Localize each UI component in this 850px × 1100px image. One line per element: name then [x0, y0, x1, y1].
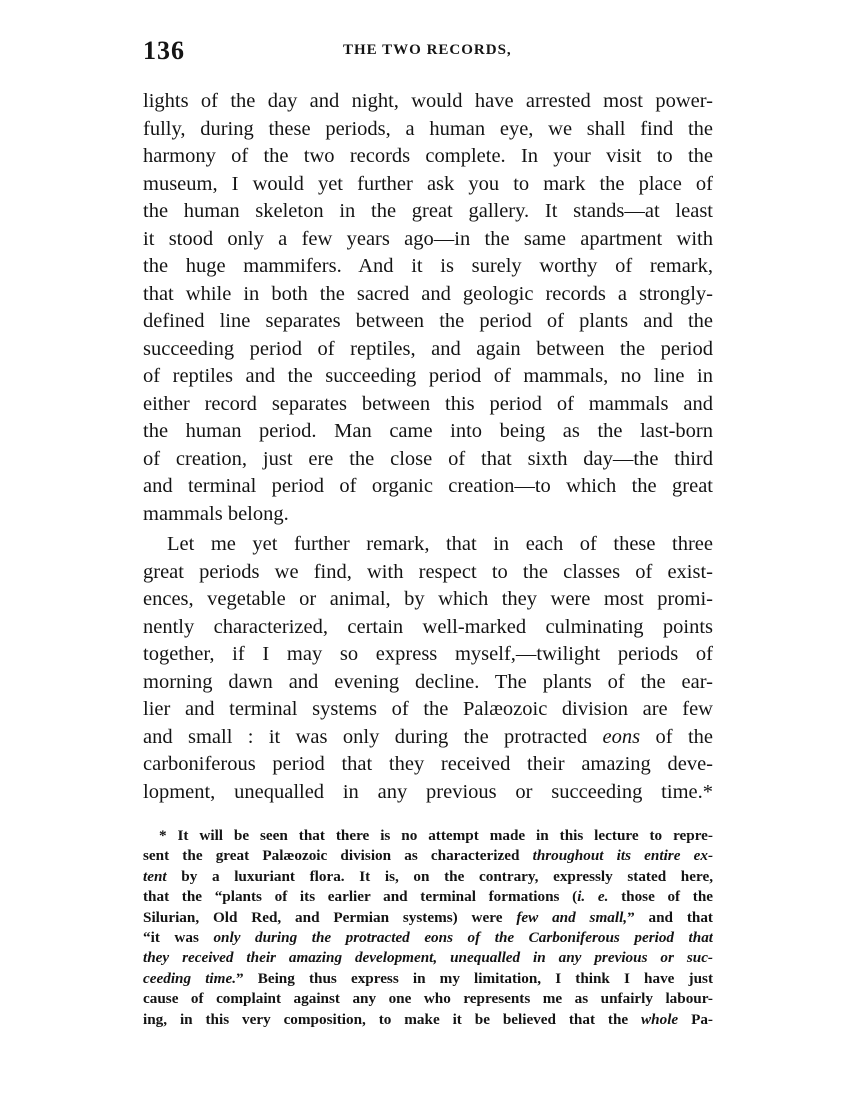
text-line: ences, vegetable or animal, by which they were most promi- — [143, 588, 713, 610]
text-line: Let me yet further remark, that in each of these three — [167, 533, 713, 555]
paragraph-2 — [143, 531, 713, 806]
text-line: harmony of the two records complete. In your visit to the — [143, 145, 713, 167]
text-line: nently characterized, certain well-marked culminating points — [143, 615, 713, 638]
text-segment: that the “plants of its earlier and terminal formations ( — [143, 888, 578, 906]
text-segment: and small : it was only during the protracted — [143, 725, 588, 748]
text-line — [143, 724, 713, 752]
text-line: morning dawn and evening decline. The plants of the ear- — [143, 670, 713, 693]
text-line: museum, I would yet further ask you to mark the place of — [143, 172, 713, 195]
text-line: either record separates between this period of mammals and — [143, 392, 713, 415]
text-segment: Pa- — [691, 1010, 713, 1028]
footnote-line — [143, 867, 713, 887]
text-line: defined line separates between the period of plants and the — [143, 310, 713, 332]
text-line: lier and terminal systems of the Palæozoic division are few — [143, 698, 713, 720]
italic-text: throughout its entire ex- — [532, 847, 713, 865]
text-line: mammals belong. — [143, 502, 289, 525]
page-header — [143, 36, 713, 66]
body-text — [143, 88, 713, 806]
footnote-line: they received their amazing development, unequalled in any previous or suc- — [143, 949, 713, 967]
footnote-line: cause of complaint against any one who represents me as unfairly labour- — [143, 990, 713, 1008]
text-line: fully, during these periods, a human eye, we shall find the — [143, 117, 713, 140]
text-line: great periods we find, with respect to the classes of exist- — [143, 560, 713, 583]
text-segment: ” Being thus express in my limitation, I think I have just — [236, 969, 713, 987]
text-line: lopment, unequalled in any previous or succeeding time.* — [143, 780, 713, 803]
text-line: of reptiles and the succeeding period of mammals, no line in — [143, 365, 713, 387]
text-segment: of the — [655, 725, 713, 748]
text-line: lights of the day and night, would have arrested most power- — [143, 90, 713, 112]
italic-text: whole — [641, 1010, 679, 1028]
text-line: together, if I may so express myself,—twilight periods of — [143, 643, 713, 665]
text-segment: sent the great Palæozoic division as characterized — [143, 847, 520, 865]
footnote-line — [143, 887, 713, 907]
text-segment: Silurian, Old Red, and Permian systems) were — [143, 908, 503, 926]
text-line: of creation, just ere the close of that sixth day—the third — [143, 447, 713, 470]
paragraph-1 — [143, 88, 713, 528]
text-segment: those of the — [621, 888, 713, 906]
italic-text: only during the protracted eons of the Carboniferous period that — [213, 928, 713, 946]
italic-text: eons — [602, 725, 641, 748]
text-line: it stood only a few years ago—in the same apartment with — [143, 227, 713, 250]
text-line: the huge mammifers. And it is surely worthy of remark, — [143, 255, 713, 277]
italic-text: ceeding time. — [143, 969, 236, 987]
text-line: carboniferous period that they received their amazing deve- — [143, 753, 713, 775]
text-segment: “it was — [143, 928, 199, 946]
running-head: THE TWO RECORDS, — [343, 42, 512, 58]
text-line: the human skeleton in the great gallery. It stands—at least — [143, 200, 713, 222]
footnote-line — [143, 928, 713, 948]
text-segment: by a luxuriant flora. It is, on the contrary, expressly stated here, — [181, 867, 713, 885]
footnote-line — [143, 908, 713, 928]
text-line: and terminal period of organic creation—to which the great — [143, 475, 713, 497]
text-line: the human period. Man came into being as the last-born — [143, 420, 713, 442]
footnote-line: * It will be seen that there is no attempt made in this lecture to repre- — [159, 827, 713, 844]
italic-text: i. e. — [577, 888, 609, 906]
text-segment: ing, in this very composition, to make it be believed that the — [143, 1010, 629, 1028]
footnote-line — [143, 969, 713, 989]
text-line: that while in both the sacred and geologic records a strongly- — [143, 282, 713, 305]
italic-text: few and small, — [516, 908, 628, 926]
text-segment: ” and that — [627, 908, 713, 926]
italic-text: tent — [143, 867, 167, 885]
footnote-line — [143, 846, 713, 866]
page-number: 136 — [143, 36, 185, 65]
text-line: succeeding period of reptiles, and again between the period — [143, 337, 713, 360]
footnote-line — [143, 1010, 713, 1030]
footnote — [143, 826, 713, 1030]
